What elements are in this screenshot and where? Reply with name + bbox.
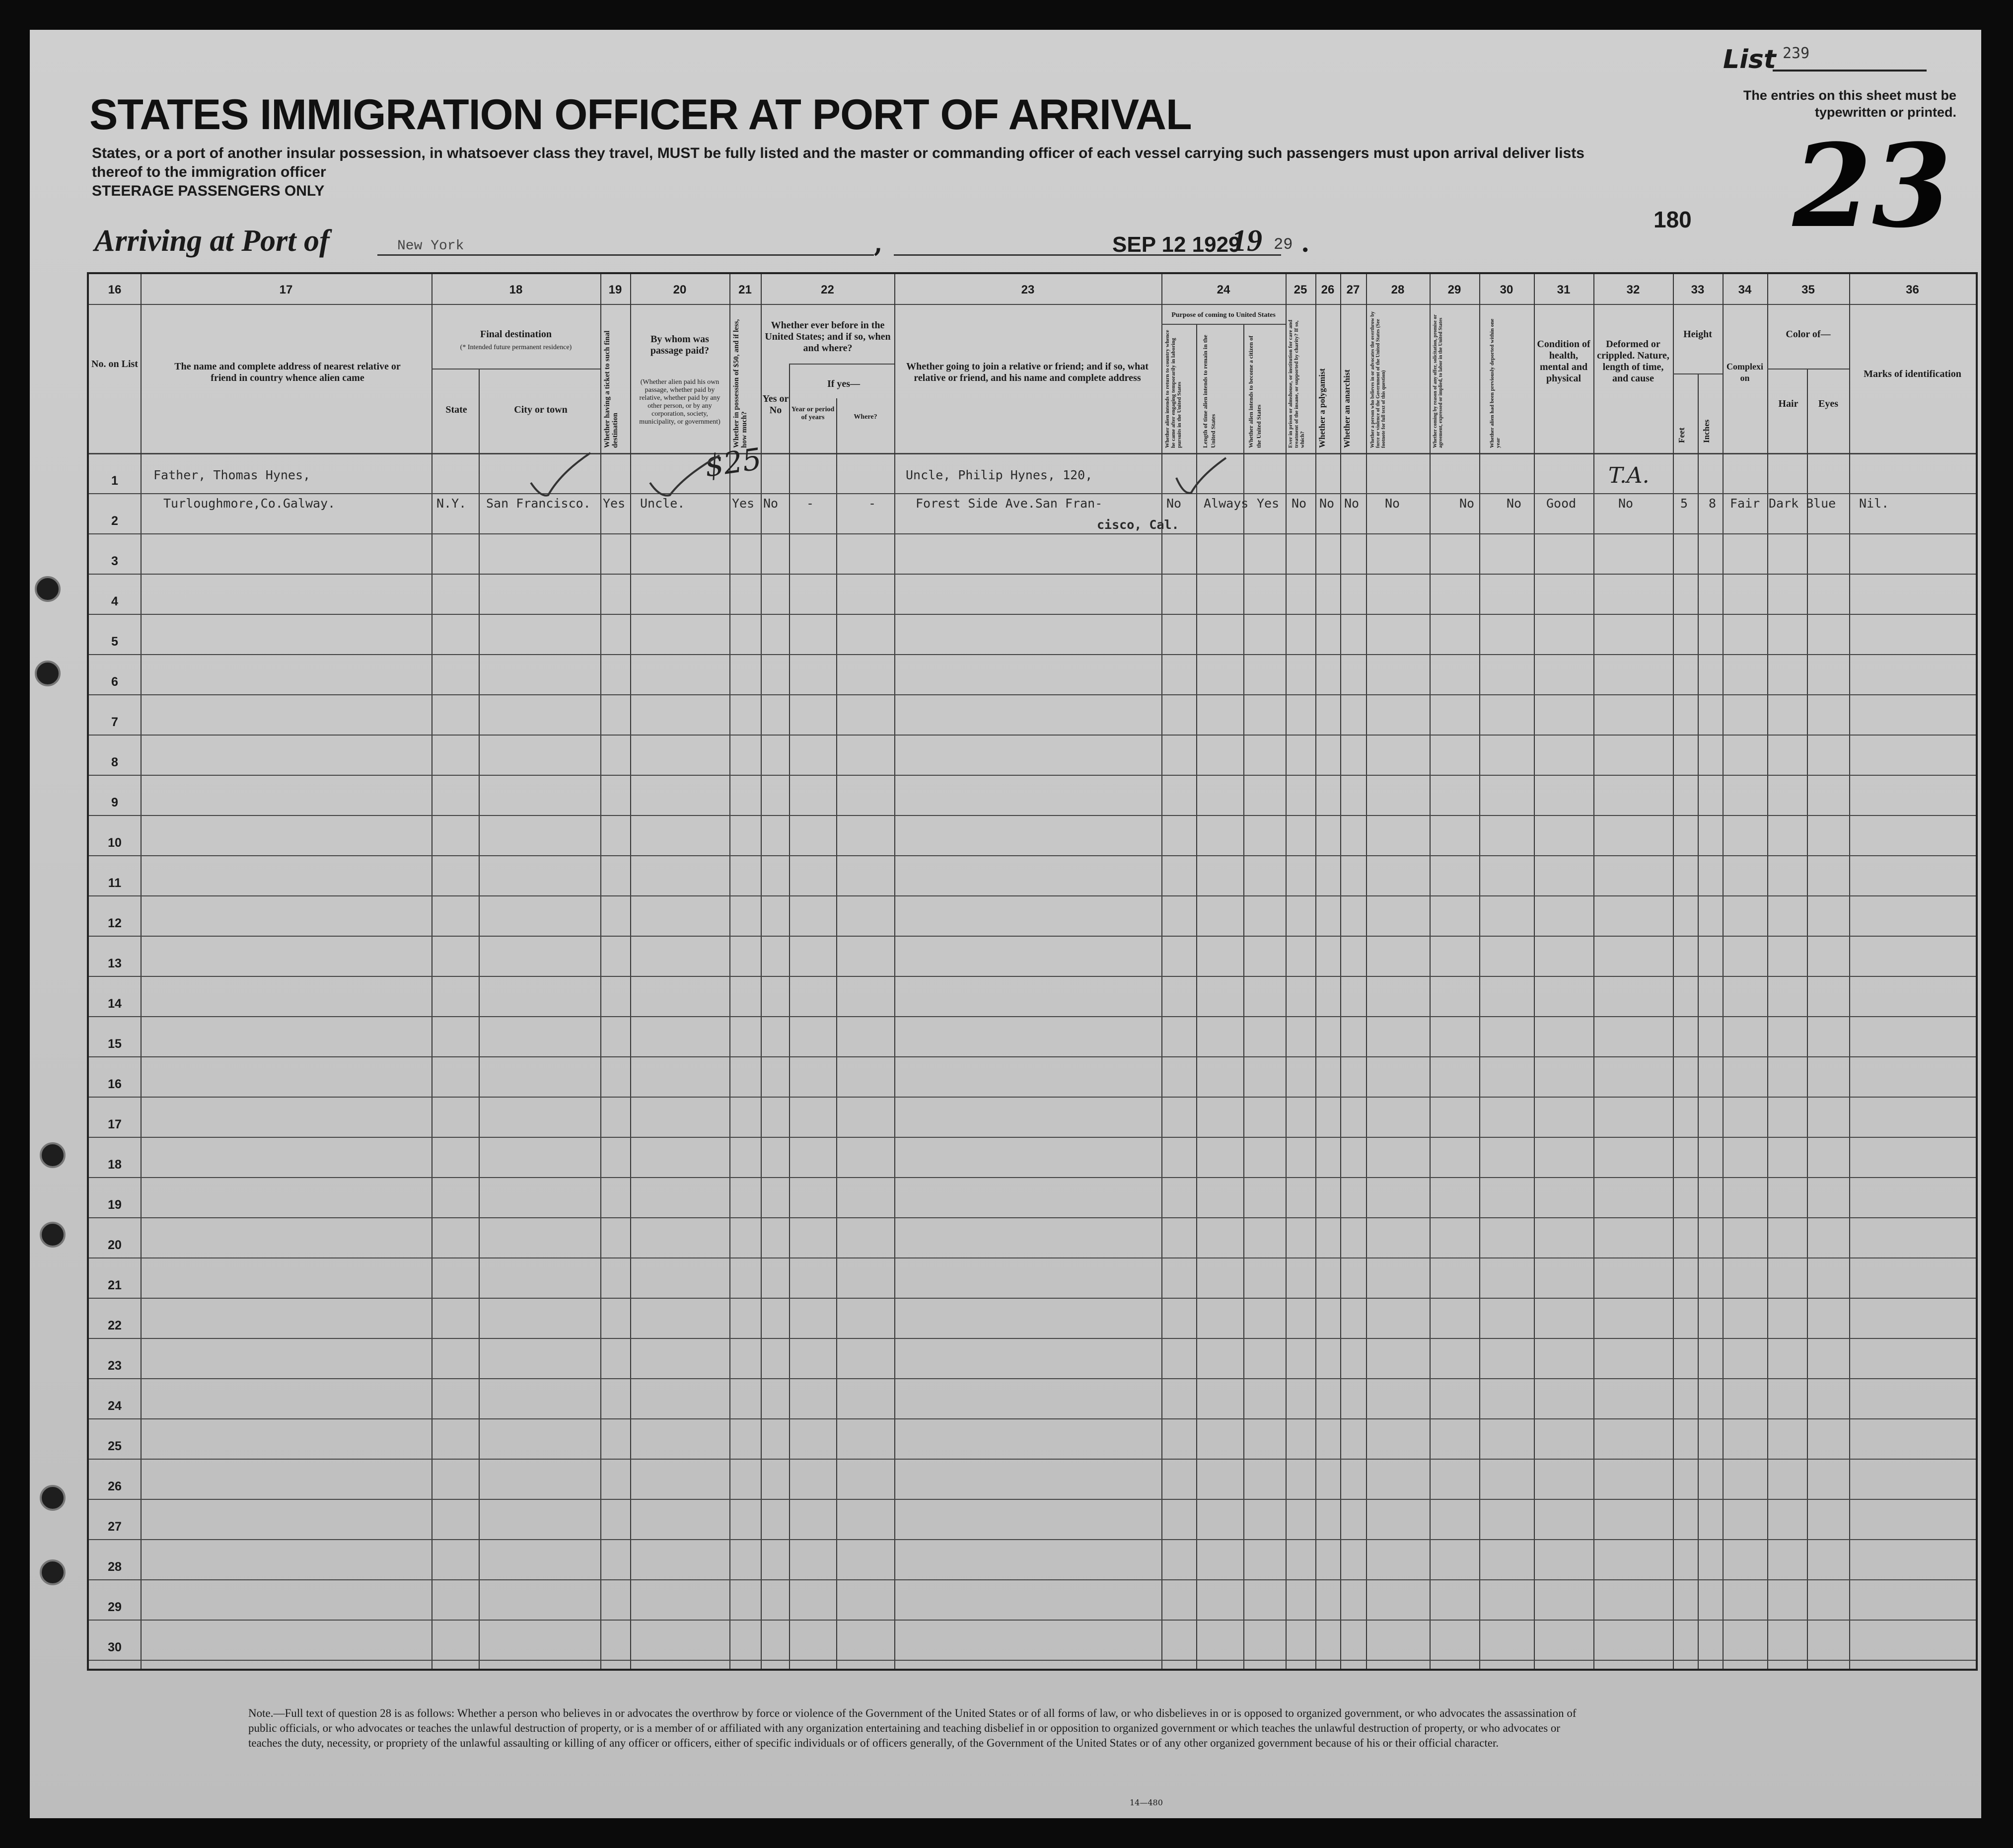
header-no-on-list: No. on List xyxy=(91,359,138,370)
list-underline xyxy=(1773,70,1927,72)
row-rule xyxy=(89,895,1976,896)
row-rule xyxy=(89,1257,1976,1258)
entry-overthrow: No xyxy=(1385,496,1400,511)
row-number: 6 xyxy=(111,675,118,689)
binder-hole-icon xyxy=(35,576,61,602)
binder-hole-icon xyxy=(40,1485,66,1511)
row-rule xyxy=(89,1660,1976,1661)
header-possession-50: Whether in possession of $50, and if less, how much? xyxy=(732,319,748,448)
row-rule xyxy=(89,976,1976,977)
checkmarks-icon xyxy=(511,448,1355,508)
entry-feet: 5 xyxy=(1680,496,1688,511)
entry-eyes: Blue xyxy=(1806,496,1836,511)
column-number: 34 xyxy=(1738,283,1752,296)
entry-deformed: No xyxy=(1618,496,1634,511)
entry-offer-labor: No xyxy=(1459,496,1475,511)
header-ticket: Whether having a ticket to such final destination xyxy=(603,330,619,448)
header-yes-no: Yes or No xyxy=(762,393,789,416)
row-number: 29 xyxy=(108,1600,122,1614)
row-number: 5 xyxy=(111,635,118,649)
header-if-yes: If yes— xyxy=(827,378,861,389)
header-color-of: Color of— xyxy=(1786,329,1831,340)
column-number: 29 xyxy=(1447,283,1461,296)
header-citizen: Whether alien intends to become a citizen of the United States xyxy=(1247,335,1262,448)
port-value: New York xyxy=(397,238,464,254)
col-rule xyxy=(1807,369,1808,1669)
column-number: 23 xyxy=(1021,283,1035,296)
entry-polygamist: No xyxy=(1319,496,1335,511)
column-number: 31 xyxy=(1557,283,1571,296)
list-number: 239 xyxy=(1783,45,1810,62)
row-rule xyxy=(89,1217,1976,1218)
header-hair: Hair xyxy=(1778,398,1798,409)
entry-marks: Nil. xyxy=(1859,496,1889,511)
entry-citizen: Yes xyxy=(1257,496,1280,511)
header-passage-paid: By whom was passage paid? xyxy=(650,334,710,356)
row-rule xyxy=(89,574,1976,575)
year-prefix: 19 xyxy=(1231,224,1262,258)
row-rule xyxy=(89,1097,1976,1098)
entry-ticket: Yes xyxy=(603,496,626,511)
row-rule xyxy=(89,694,1976,695)
subtitle-line-1: States, or a port of another insular possession, in whatsoever class they travel, MUST be fully listed and the master or commanding officer of each vessel carrying such passengers must upon arrival deliver lists thereof to the immigration officer xyxy=(92,145,1584,180)
entry-relative-line2: Turloughmore,Co.Galway. xyxy=(163,496,336,511)
header-deported: Whether alien had been previously deported within one year xyxy=(1489,318,1501,448)
header-offer-labor: Whether coming by reason of any offer, solicitation, promise or agreement, expressed or implied, to labor in the United States xyxy=(1433,314,1443,448)
row-number: 24 xyxy=(108,1399,122,1413)
entry-hair: Dark xyxy=(1769,496,1799,511)
col-rule xyxy=(1196,324,1197,1669)
column-number: 36 xyxy=(1906,283,1919,296)
row-rule xyxy=(89,1177,1976,1178)
entry-state: N.Y. xyxy=(436,496,467,511)
column-number: 22 xyxy=(821,283,834,296)
row-rule xyxy=(89,1579,1976,1580)
entry-complexion: Fair xyxy=(1730,496,1760,511)
header-nearest-relative: The name and complete address of nearest relative or friend in country whence alien came xyxy=(174,361,401,383)
header-anarchist: Whether an anarchist xyxy=(1342,369,1352,448)
col-rule xyxy=(479,369,480,1669)
entry-period: - xyxy=(806,496,814,511)
row-rule xyxy=(89,735,1976,736)
row-rule xyxy=(89,1459,1976,1460)
port-underline xyxy=(377,254,874,256)
row-number: 9 xyxy=(111,796,118,810)
row-rule xyxy=(89,654,1976,655)
column-number: 19 xyxy=(608,283,622,296)
header-where: Where? xyxy=(854,413,877,421)
header-prison: Ever in prison or almshouse, or institution for care and treatment of the insane, or supported by charity? If so, which? xyxy=(1288,319,1305,448)
row-number: 13 xyxy=(108,957,122,970)
row-number: 27 xyxy=(108,1520,122,1534)
binder-hole-icon xyxy=(35,661,61,686)
binder-hole-icon xyxy=(40,1142,66,1168)
header-deformed: Deformed or crippled. Nature, length of time, and cause xyxy=(1597,339,1669,384)
header-final-destination: Final destination xyxy=(480,329,552,340)
row-rule xyxy=(89,1378,1976,1379)
entry-possession: Yes xyxy=(732,496,755,511)
arriving-label: Arriving at Port of xyxy=(94,224,330,258)
entry-health: Good xyxy=(1546,496,1577,511)
row-number: 20 xyxy=(108,1238,122,1252)
page-title: STATES IMMIGRATION OFFICER AT PORT OF ARRIVAL xyxy=(89,91,1192,139)
typewritten-note: The entries on this sheet must be typewritten or printed. xyxy=(1743,88,1956,120)
entry-anarchist: No xyxy=(1344,496,1360,511)
header-feet: Feet xyxy=(1677,427,1686,443)
subheader-rule xyxy=(1673,373,1723,374)
header-ever-before: Whether ever before in the United States; and if so, when and where? xyxy=(765,320,891,354)
column-number: 21 xyxy=(738,283,752,296)
header-final-destination-note: (* Intended future permanent residence) xyxy=(460,344,572,351)
column-number: 32 xyxy=(1626,283,1640,296)
entry-length-stay: Always xyxy=(1204,496,1249,511)
column-number: 30 xyxy=(1500,283,1513,296)
row-rule xyxy=(89,936,1976,937)
column-number: 26 xyxy=(1321,283,1335,296)
column-number: 33 xyxy=(1691,283,1705,296)
header-marks: Marks of identification xyxy=(1864,369,1961,379)
row-rule xyxy=(89,1539,1976,1540)
subheader-rule xyxy=(1767,369,1849,370)
row-number: 30 xyxy=(108,1640,122,1654)
row-rule xyxy=(89,1298,1976,1299)
subheader-rule xyxy=(431,369,600,370)
header-purpose: Purpose of coming to United States xyxy=(1171,311,1276,319)
row-number: 15 xyxy=(108,1037,122,1051)
entry-join-line3: cisco, Cal. xyxy=(1097,517,1179,532)
header-height: Height xyxy=(1683,329,1712,340)
column-number: 25 xyxy=(1294,283,1307,296)
row-number: 26 xyxy=(108,1479,122,1493)
row-number: 14 xyxy=(108,997,122,1011)
row-number: 28 xyxy=(108,1560,122,1574)
row-number: 12 xyxy=(108,916,122,930)
row-number: 11 xyxy=(108,876,122,890)
header-city: City or town xyxy=(514,404,568,415)
entry-inches: 8 xyxy=(1709,496,1717,511)
entry-deported: No xyxy=(1507,496,1522,511)
row-rule xyxy=(89,1016,1976,1017)
row-number: 2 xyxy=(111,514,118,528)
row-number: 22 xyxy=(108,1319,122,1332)
row-rule xyxy=(89,775,1976,776)
sheet-number: 23 xyxy=(1793,119,1952,253)
entry-join-line2: Forest Side Ave.San Fran- xyxy=(916,496,1103,511)
col-rule xyxy=(836,398,837,1669)
row-rule xyxy=(89,614,1976,615)
entry-relative-line1: Father, Thomas Hynes, xyxy=(153,468,311,482)
row-number: 10 xyxy=(108,836,122,850)
entry-prison: No xyxy=(1292,496,1307,511)
column-number: 24 xyxy=(1217,283,1230,296)
binder-hole-icon xyxy=(40,1559,66,1585)
column-number: 28 xyxy=(1391,283,1405,296)
header-polygamist: Whether a polygamist xyxy=(1317,368,1327,448)
column-number-rule xyxy=(89,304,1976,305)
column-number: 27 xyxy=(1346,283,1360,296)
header-length-stay: Length of time alien intends to remain in the United States xyxy=(1202,335,1217,448)
row-number: 1 xyxy=(111,474,118,488)
col-rule xyxy=(1243,324,1244,1669)
column-number: 18 xyxy=(509,283,523,296)
row-number: 16 xyxy=(108,1077,122,1091)
header-eyes: Eyes xyxy=(1818,398,1838,409)
row-number: 4 xyxy=(111,594,118,608)
entry-ever-before: No xyxy=(763,496,779,511)
row-number: 25 xyxy=(108,1439,122,1453)
header-state: State xyxy=(445,404,467,415)
comma-separator: , xyxy=(874,228,883,258)
header-return-intent: Whether alien intends to return to country whence he came after engaging temporarily in laboring pursuits in the United States xyxy=(1164,330,1182,448)
row-rule xyxy=(89,1137,1976,1138)
subheader-rule xyxy=(1161,324,1286,325)
footnote: Note.—Full text of question 28 is as follows: Whether a person who believes in or advocates the overthrow by force or violence of the Government of the United States or of all forms of law, or who disbelieves in or is opposed to organized government, or who advocates the assassination of public officials, or who advocates or teaches the unlawful destruction of property, or is a member of or affiliated with any organization entertaining and teaching disbelief in or opposition to organized government or which teaches the unlawful destruction of property, or who advocates or teaches the duty, necessity, or propriety of the unlawful assaulting or killing of any officer or officers, either of specific individuals or of officers generally, of the Government of the United States or of any other organized government because of his or their official character. xyxy=(248,1707,1577,1749)
row-rule xyxy=(89,1418,1976,1419)
manifest-table xyxy=(87,272,1978,1671)
header-period: Year or period of years xyxy=(791,406,835,421)
row-rule xyxy=(89,815,1976,816)
handwritten-initials: T.A. xyxy=(1608,463,1650,488)
entry-return-intent: No xyxy=(1166,496,1182,511)
row-number: 23 xyxy=(108,1359,122,1373)
col-rule xyxy=(1698,373,1699,1669)
header-overthrow: Whether a person who believes in or advocates the overthrow by force or violence of the Government of the United States (See footnote for full text of this question) xyxy=(1370,311,1386,448)
handwritten-amount: $25 xyxy=(702,442,764,484)
row-number: 18 xyxy=(108,1158,122,1172)
page-number-180: 180 xyxy=(1654,207,1692,232)
row-number: 21 xyxy=(108,1278,122,1292)
subtitle-line-2: STEERAGE PASSENGERS ONLY xyxy=(92,183,325,199)
header-join-relative: Whether going to join a relative or friend; and if so, what relative or friend, and his name and complete address xyxy=(906,361,1149,383)
binder-hole-icon xyxy=(40,1222,66,1248)
row-rule xyxy=(89,533,1976,534)
column-number: 17 xyxy=(279,283,293,296)
row-rule xyxy=(89,1056,1976,1057)
entry-where: - xyxy=(868,496,876,511)
row-rule xyxy=(89,1620,1976,1621)
row-number: 19 xyxy=(108,1198,122,1212)
date-stamp: SEP 12 1929 xyxy=(1112,232,1241,257)
row-number: 8 xyxy=(111,755,118,769)
entry-join-line1: Uncle, Philip Hynes, 120, xyxy=(906,468,1093,482)
subheader-rule xyxy=(789,364,894,365)
period-mark: . xyxy=(1301,228,1310,258)
row-number: 3 xyxy=(111,554,118,568)
header-complexion: Complexion xyxy=(1726,362,1763,383)
row-rule xyxy=(89,1499,1976,1500)
entry-city: San Francisco. xyxy=(486,496,591,511)
row-number: 17 xyxy=(108,1117,122,1131)
entry-paid-by: Uncle. xyxy=(640,496,685,511)
column-number: 16 xyxy=(108,283,122,296)
page-subtitle xyxy=(92,144,1631,201)
header-passage-note: (Whether alien paid his own passage, whether paid by relative, whether paid by any other person, or by any corporation, society, municipality, or government) xyxy=(639,378,720,426)
form-code: 14—480 xyxy=(1130,1798,1163,1807)
row-number: 7 xyxy=(111,715,118,729)
list-label: List xyxy=(1723,45,1776,74)
manifest-sheet xyxy=(30,30,1981,1818)
year-value: 29 xyxy=(1274,235,1293,254)
row-rule xyxy=(89,1338,1976,1339)
header-health: Condition of health, mental and physical xyxy=(1537,339,1590,384)
header-inches: Inches xyxy=(1702,419,1711,443)
row-rule xyxy=(89,855,1976,856)
column-number: 20 xyxy=(673,283,687,296)
column-number: 35 xyxy=(1801,283,1815,296)
